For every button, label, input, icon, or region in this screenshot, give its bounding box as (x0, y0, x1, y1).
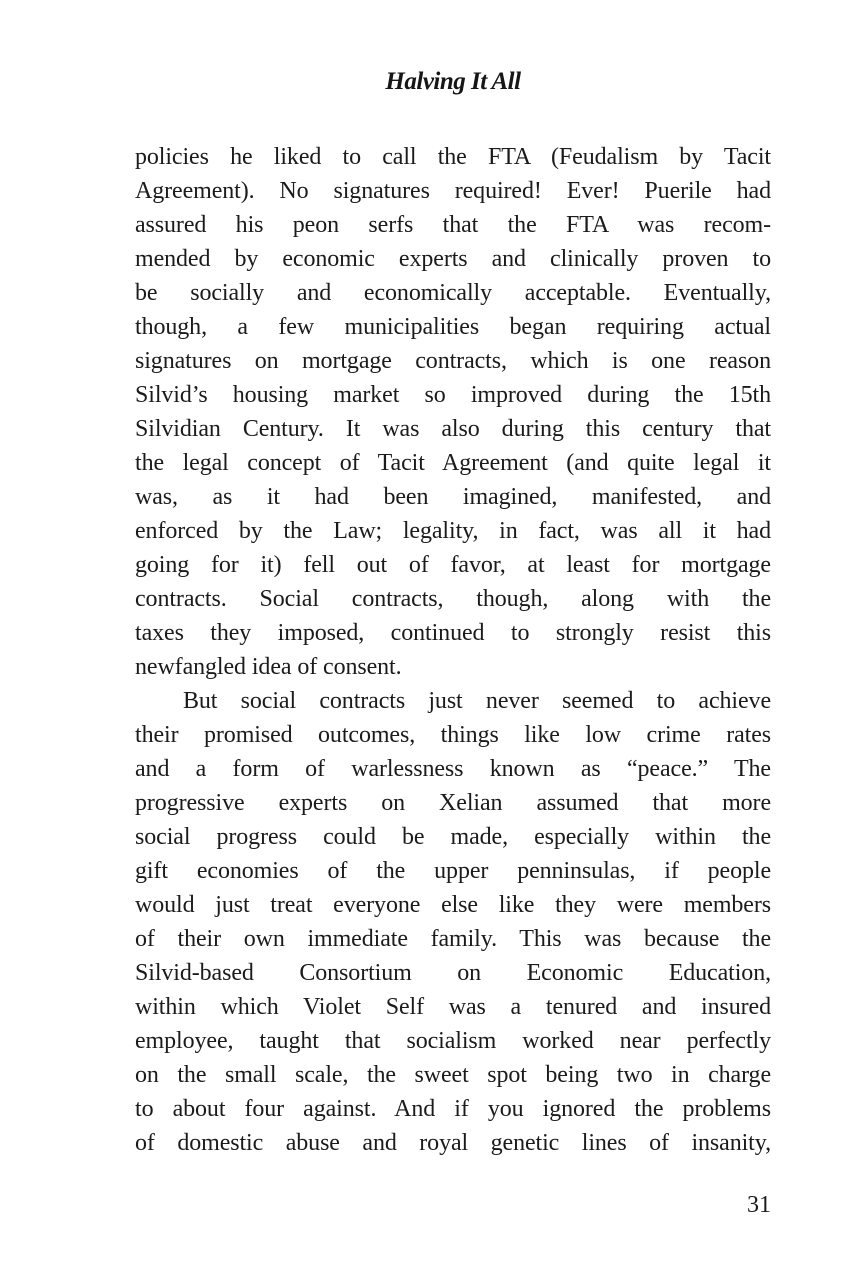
text-line: to about four against. And if you ignored the problems (135, 1096, 771, 1122)
text-line: of domestic abuse and royal genetic lines of insanity, (135, 1130, 771, 1156)
text-line: their promised outcomes, things like low crime rates (135, 722, 771, 748)
text-line: gift economies of the upper penninsulas, if people (135, 858, 771, 884)
text-line: on the small scale, the sweet spot being two in charge (135, 1062, 771, 1088)
text-line: be socially and economically acceptable. Eventually, (135, 280, 771, 306)
text-line: assured his peon serfs that the FTA was recom- (135, 212, 771, 238)
paragraph-2 (135, 684, 771, 1160)
text-line: the legal concept of Tacit Agreement (and quite legal it (135, 450, 771, 476)
text-line: within which Violet Self was a tenured and insured (135, 994, 771, 1020)
text-line: social progress could be made, especially within the (135, 824, 771, 850)
paragraph-1 (135, 140, 771, 684)
text-line: progressive experts on Xelian assumed that more (135, 790, 771, 816)
text-line: was, as it had been imagined, manifested, and (135, 484, 771, 510)
text-line: taxes they imposed, continued to strongly resist this (135, 620, 771, 646)
running-header: Halving It All (385, 68, 521, 95)
text-line: mended by economic experts and clinically proven to (135, 246, 771, 272)
text-line: employee, taught that socialism worked near perfectly (135, 1028, 771, 1054)
text-line: of their own immediate family. This was because the (135, 926, 771, 952)
page-number: 31 (747, 1192, 771, 1218)
text-line: Silvidian Century. It was also during this century that (135, 416, 771, 442)
text-line: signatures on mortgage contracts, which is one reason (135, 348, 771, 374)
text-line: contracts. Social contracts, though, along with the (135, 586, 771, 612)
text-line: though, a few municipalities began requiring actual (135, 314, 771, 340)
text-line: Agreement). No signatures required! Ever! Puerile had (135, 178, 771, 204)
text-line: enforced by the Law; legality, in fact, was all it had (135, 518, 771, 544)
text-line: Silvid’s housing market so improved during the 15th (135, 382, 771, 408)
body-text (135, 140, 771, 1160)
text-line: would just treat everyone else like they were members (135, 892, 771, 918)
text-line: newfangled idea of consent. (135, 654, 402, 680)
text-line: policies he liked to call the FTA (Feudalism by Tacit (135, 144, 771, 170)
text-line: Silvid-based Consortium on Economic Education, (135, 960, 771, 986)
text-line: But social contracts just never seemed to achieve (183, 688, 771, 714)
text-line: going for it) fell out of favor, at least for mortgage (135, 552, 771, 578)
text-line: and a form of warlessness known as “peace.” The (135, 756, 771, 782)
